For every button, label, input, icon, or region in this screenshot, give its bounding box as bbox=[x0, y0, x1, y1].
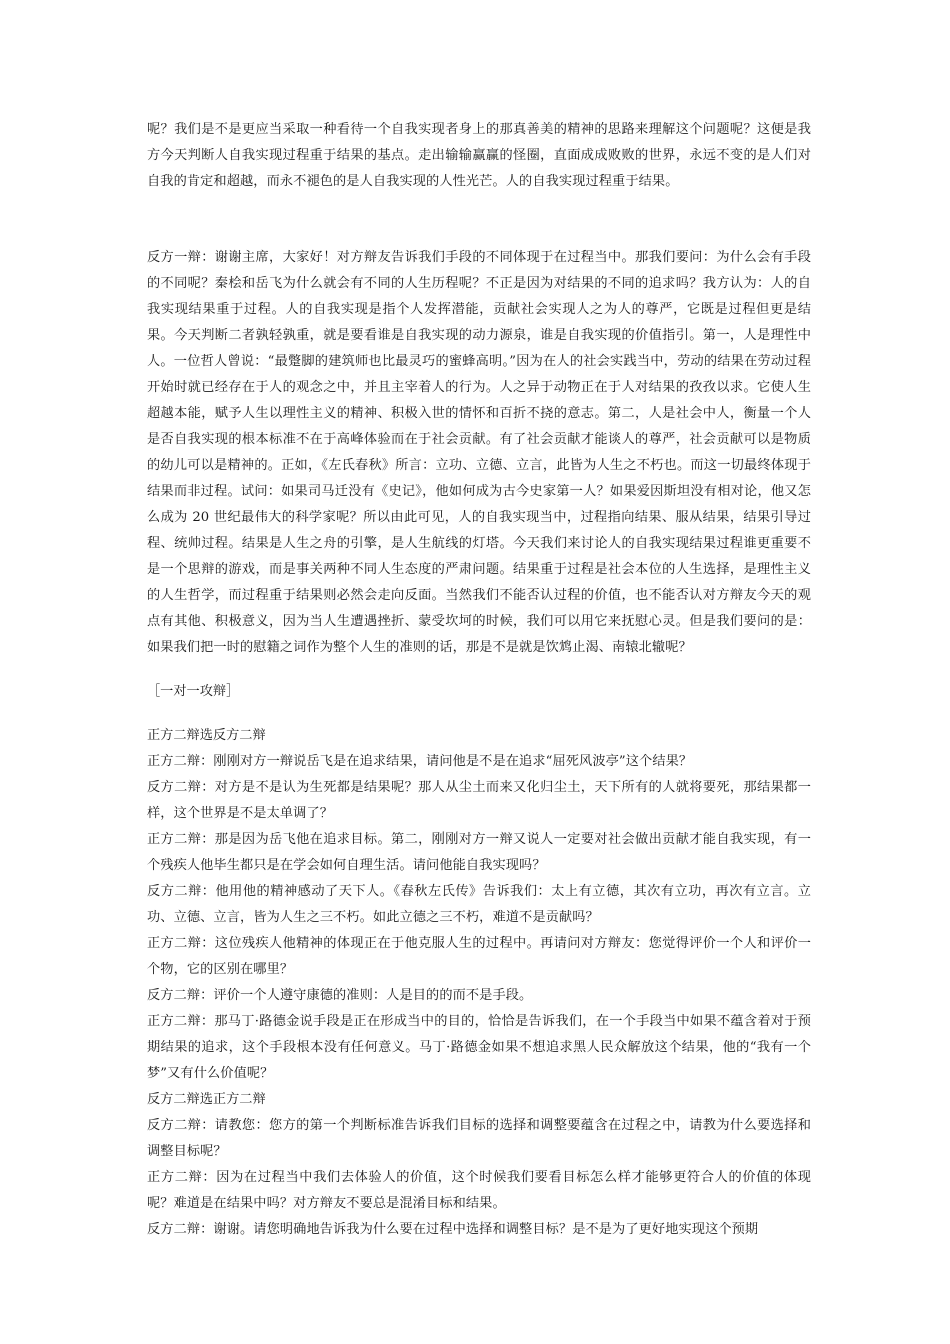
paragraph-gap bbox=[147, 195, 811, 245]
opp-first-speech: 反方一辩：谢谢主席，大家好！对方辩友告诉我们手段的不同体现于在过程当中。那我们要问：为什么会有手段的不同呢？秦桧和岳飞为什么就会有不同的人生历程呢？不正是因为对结果的不同的追求吗？我方认为：人的自我实现结果重于过程。人的自我实现是指个人发挥潜能，贡献社会实现人之为人的尊严，它既是过程但更是结果。今天判断二者孰轻孰重，就是要看谁是自我实现的动力源泉，谁是自我实现的价值指引。第一，人是理性中人。一位哲人曾说：“最蹩脚的建筑师也比最灵巧的蜜蜂高明。”因为在人的社会实践当中，劳动的结果在劳动过程开始时就已经存在于人的观念之中，并且主宰着人的行为。人之异于动物正在于人对结果的孜孜以求。它使人生超越本能，赋予人生以理性主义的精神、积极入世的情怀和百折不挠的意志。第二，人是社会中人，衡量一个人是否自我实现的根本标准不在于高峰体验而在于社会贡献。有了社会贡献才能谈人的尊严，社会贡献可以是物质的幼儿可以是精神的。正如，《左氏春秋》所言：立功、立德、立言，此皆为人生之不朽也。而这一切最终体现于结果而非过程。试问：如果司马迁没有《史记》，他如何成为古今史家第一人？如果爱因斯坦没有相对论，他又怎么成为 20 世纪最伟大的科学家呢？所以由此可见，人的自我实现当中，过程指向结果、服从结果，结果引导过程、统帅过程。结果是人生之舟的引擎，是人生航线的灯塔。今天我们来讨论人的自我实现结果过程谁更重要不是一个思辩的游戏，而是事关两种不同人生态度的严肃问题。结果重于过程是社会本位的人生选择，是理性主义的人生哲学，而过程重于结果则必然会走向反面。当然我们不能否认过程的价值，也不能否认对方辩友今天的观点有其他、积极意义，因为当人生遭遇挫折、蒙受坎坷的时候，我们可以用它来抚慰心灵。但是我们要问的是：如果我们把一时的慰籍之词作为整个人生的准则的话，那是不是就是饮鸩止渴、南辕北辙呢？ bbox=[147, 250, 811, 655]
debate-line: 正方二辩：因为在过程当中我们去体验人的价值，这个时候我们要看目标怎么样才能够更符合人的价值的体现呢？难道是在结果中吗？对方辩友不要总是混淆目标和结果。 bbox=[147, 1170, 811, 1211]
debate-line: 正方二辩：那马丁·路德金说手段是正在形成当中的目的，恰恰是告诉我们，在一个手段当中如果不蕴含着对于预期结果的追求，这个手段根本没有任何意义。马丁·路德金如果不想追求黑人民众解放这个结果，他的“我有一个梦”又有什么价值呢？ bbox=[147, 1014, 811, 1081]
section-title: ［一对一攻辩］ bbox=[147, 684, 240, 699]
debate-line: 反方二辩：他用他的精神感动了天下人。《春秋左氏传》告诉我们：太上有立德，其次有立功，再次有立言。立功、立德、立言，皆为人生之三不朽。如此立德之三不朽，难道不是贡献吗？ bbox=[147, 884, 811, 925]
debate-line: 反方二辩：对方是不是认为生死都是结果呢？那人从尘土而来又化归尘土，天下所有的人就将要死，那结果都一样，这个世界是不是太单调了？ bbox=[147, 780, 811, 821]
debate-line: 反方二辩：请教您：您方的第一个判断标准告诉我们目标的选择和调整要蕴含在过程之中，请教为什么要选择和调整目标呢？ bbox=[147, 1118, 811, 1159]
debate-line: 正方二辩：那是因为岳飞他在追求目标。第二，刚刚对方一辩又说人一定要对社会做出贡献才能自我实现，有一个残疾人他毕生都只是在学会如何自理生活。请问他能自我实现吗？ bbox=[147, 832, 811, 873]
section-gap bbox=[147, 705, 811, 723]
debate-line: 正方二辩：刚刚对方一辩说岳飞是在追求结果，请问他是不是在追求“屈死风波亭”这个结果？ bbox=[147, 754, 693, 769]
debate-line: 正方二辩：这位残疾人他精神的体现正在于他克服人生的过程中。再请问对方辩友：您觉得评价一个人和评价一个物，它的区别在哪里？ bbox=[147, 936, 811, 977]
round2-title: 反方二辩选正方二辩 bbox=[147, 1092, 266, 1107]
debate-line: 反方二辩：评价一个人遵守康德的准则：人是目的的而不是手段。 bbox=[147, 988, 533, 1003]
document-page bbox=[147, 117, 811, 1243]
section-gap bbox=[147, 661, 811, 679]
intro-paragraph: 呢？我们是不是更应当采取一种看待一个自我实现者身上的那真善美的精神的思路来理解这个问题呢？这便是我方今天判断人自我实现过程重于结果的基点。走出输输赢赢的怪圈，直面成成败败的世界，永远不变的是人们对自我的肯定和超越，而永不褪色的是人自我实现的人性光芒。人的自我实现过程重于结果。 bbox=[147, 122, 811, 189]
round1-title: 正方二辩选反方二辩 bbox=[147, 728, 266, 743]
debate-line: 反方二辩：谢谢。请您明确地告诉我为什么要在过程中选择和调整目标？是不是为了更好地实现这个预期 bbox=[147, 1222, 759, 1237]
